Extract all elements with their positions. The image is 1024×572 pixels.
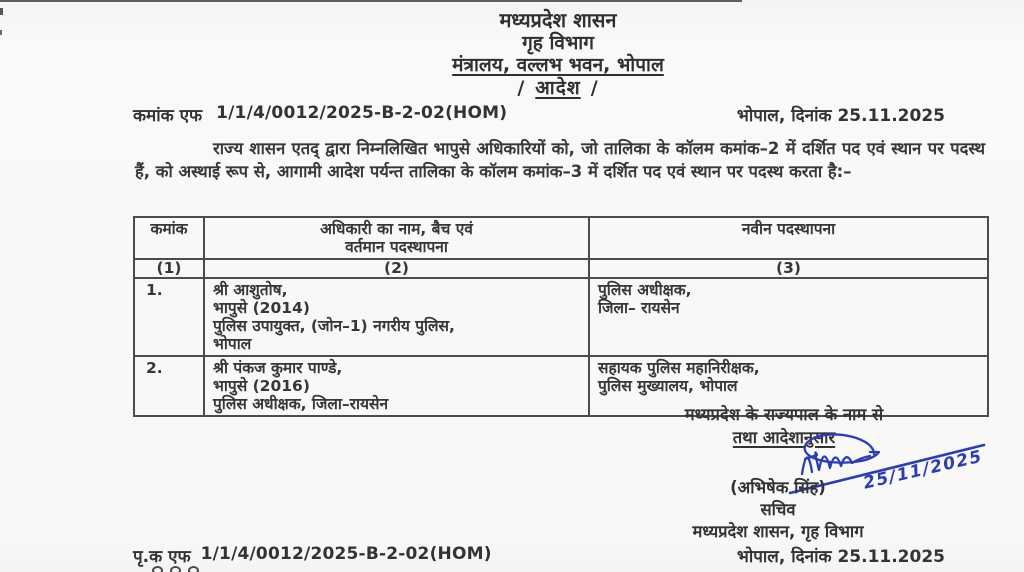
endorsement-number: 1/1/4/0012/2025-B-2-02(HOM) xyxy=(200,544,492,564)
signer-designation: सचिव xyxy=(760,500,796,519)
office-address: मंत्रालय, वल्लभ भवन, भोपाल xyxy=(452,54,664,76)
cutoff-glyph xyxy=(188,566,199,572)
government-name: मध्यप्रदेश शासन xyxy=(499,8,617,32)
order-heading-slash: / xyxy=(590,77,599,99)
header-serial: कमांक xyxy=(134,217,204,259)
signer-department: मध्यप्रदेश शासन, गृह विभाग xyxy=(692,522,864,541)
column-number: (3) xyxy=(589,259,988,278)
endorsement-left xyxy=(133,544,492,567)
officer-name: श्री आशुतोष, xyxy=(213,281,288,299)
department-name: गृह विभाग xyxy=(522,32,594,54)
officer-batch: भापुसे (2014) xyxy=(213,299,310,317)
officer-batch: भापुसे (2016) xyxy=(213,377,310,395)
row-officer-details xyxy=(204,356,589,416)
cutoff-text-marks xyxy=(152,566,199,572)
posting-table xyxy=(133,216,989,417)
officer-name: श्री पंकज कुमार पाण्डे, xyxy=(213,359,343,377)
new-post: पुलिस अधीक्षक, xyxy=(598,281,692,299)
endorsement-label: पृ.क एफ xyxy=(133,547,191,567)
table-header-row xyxy=(134,217,988,259)
scan-artifact-top-line xyxy=(0,0,742,2)
column-number: (1) xyxy=(134,259,204,278)
column-number: (2) xyxy=(204,259,589,278)
order-heading-slash: / xyxy=(517,77,526,99)
signer-name: (अभिषेक सिंह) xyxy=(730,478,826,497)
header-officer-line1: अधिकारी का नाम, बैच एवं xyxy=(320,220,473,238)
order-heading xyxy=(96,77,1020,99)
header-officer xyxy=(204,217,589,259)
officer-current-post: पुलिस उपायुक्त, (जोन–1) नगरीय पुलिस, xyxy=(213,317,455,335)
endorsement-line xyxy=(133,544,945,567)
reference-left xyxy=(133,103,507,126)
new-post-place: पुलिस मुख्यालय, भोपाल xyxy=(598,377,738,395)
officer-current-place: भोपाल xyxy=(213,335,252,353)
officer-current-post: पुलिस अधीक्षक, जिला–रायसेन xyxy=(213,395,389,413)
order-paragraph: राज्य शासन एतद् द्वारा निम्नलिखित भापुसे अधिकारियों को, जो तालिका के कॉलम कमांक–2 में दर्शित पद एवं स्थान पर पदस्थ हैं, को अस्थाई रूप से, आगामी आदेश पर्यन्त तालिका के कॉलम कमांक–3 में दर्शित पद एवं स्थान पर पदस्थ करता है:– xyxy=(135,139,985,181)
place-date: भोपाल, दिनांक 25.11.2025 xyxy=(736,106,945,126)
letterhead xyxy=(96,9,1020,99)
header-new-posting: नवीन पदस्थापना xyxy=(589,217,988,259)
row-new-posting xyxy=(589,278,988,356)
authority-line1: मध्यप्रदेश के राज्यपाल के नाम से xyxy=(684,405,884,424)
reference-number: 1/1/4/0012/2025-B-2-02(HOM) xyxy=(216,103,508,123)
scan-artifact-speck xyxy=(0,30,2,35)
new-post-place: जिला– रायसेन xyxy=(598,299,680,317)
table-column-number-row xyxy=(134,259,988,278)
new-post: सहायक पुलिस महानिरीक्षक, xyxy=(598,359,760,377)
scan-artifact-speck xyxy=(0,8,3,15)
table-row xyxy=(134,278,988,356)
cutoff-glyph xyxy=(170,566,181,572)
signature-date: 25/11/2025 xyxy=(861,446,985,494)
reference-label: कमांक एफ xyxy=(133,106,203,126)
cutoff-glyph xyxy=(152,566,163,572)
reference-line xyxy=(133,103,945,126)
signer-identity xyxy=(633,477,923,543)
row-serial: 2. xyxy=(134,356,204,416)
header-officer-line2: वर्तमान पदस्थापना xyxy=(345,237,448,256)
row-officer-details xyxy=(204,278,589,356)
row-serial: 1. xyxy=(134,278,204,356)
authority-line2-text: तथा आदेशानुसार xyxy=(732,428,836,447)
order-heading-word: आदेश xyxy=(535,77,581,99)
endorsement-place-date: भोपाल, दिनांक 25.11.2025 xyxy=(736,547,945,567)
